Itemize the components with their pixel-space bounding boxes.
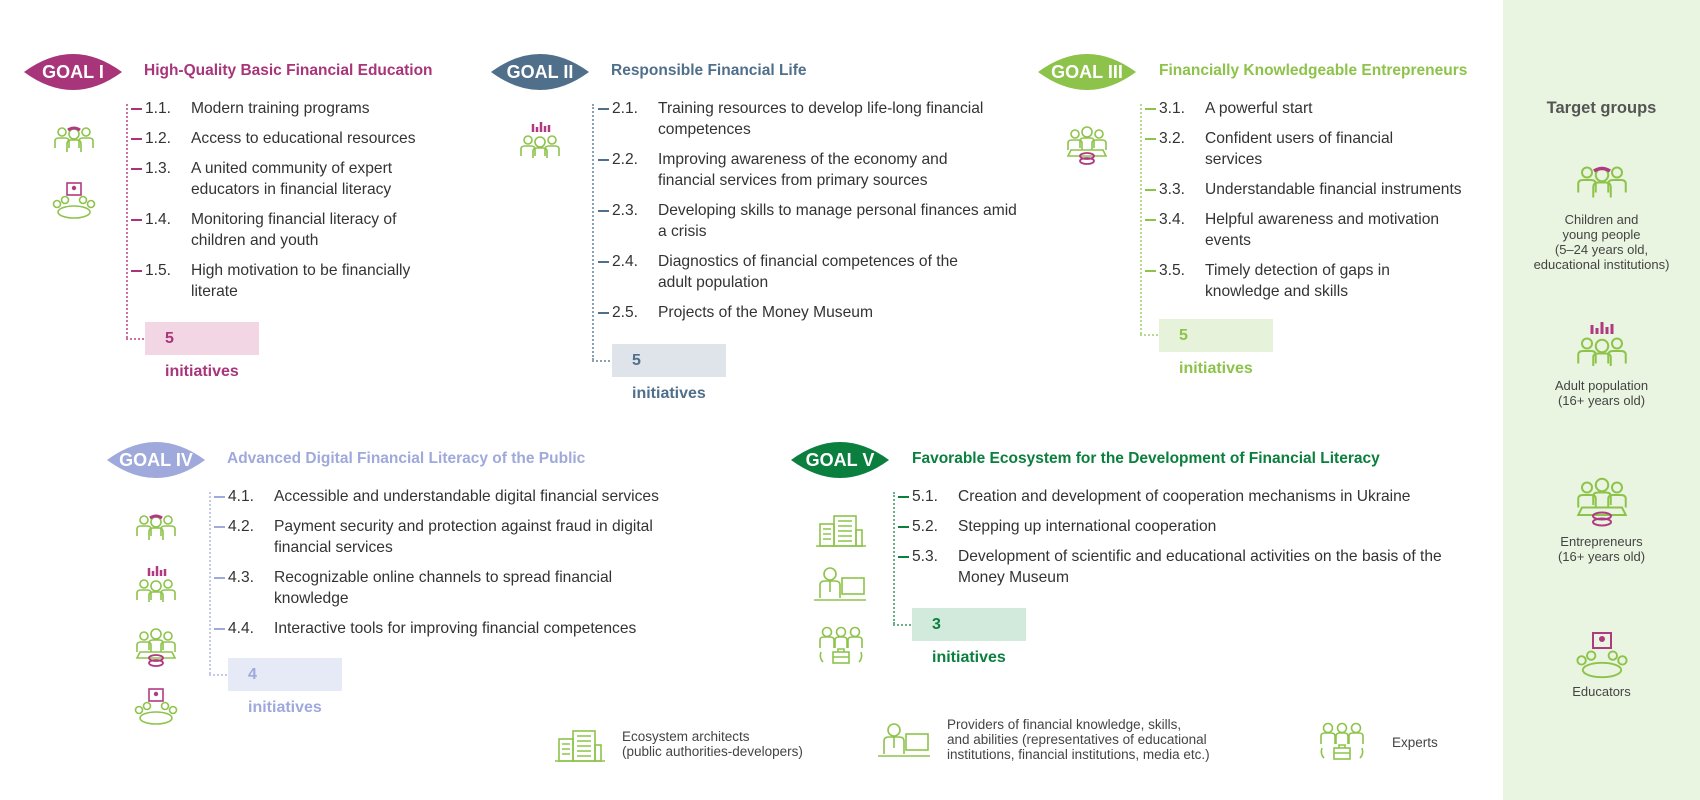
- legend-2-line-3: institutions, financial institutions, media etc.): [947, 747, 1210, 762]
- goal-3-initiatives: 5 initiatives: [1159, 319, 1273, 352]
- task-4-3: 4.3. Recognizable online channels to spread financial knowledge: [228, 567, 728, 609]
- goal-1-connector-foot: [126, 338, 144, 340]
- goal-5-tasks: [912, 486, 1482, 597]
- entrepreneurs-icon: [132, 624, 180, 668]
- goal-1-badge: [24, 48, 122, 96]
- goal-2-connector-foot: [592, 360, 610, 362]
- tg-adults-line-1: Adult population: [1554, 378, 1649, 393]
- task-4-2: 4.2. Payment security and protection against fraud in digital financial services: [228, 516, 728, 558]
- goal-4-badge: [107, 436, 205, 484]
- legend-2-line-2: and abilities (representatives of educational: [947, 732, 1207, 747]
- tg-children-line-2: young people: [1562, 227, 1641, 242]
- goal-3-connector-foot: [1140, 334, 1158, 336]
- task-3-2: 3.2. Confident users of financial services: [1159, 128, 1499, 170]
- target-group-entrepreneurs: [1503, 474, 1700, 564]
- goal-4-connector-foot: [209, 674, 227, 676]
- tg-children-line-1: Children and: [1564, 212, 1639, 227]
- legend-1-line-1: Ecosystem architects: [622, 729, 750, 744]
- goal-2-initiatives: 5 initiatives: [612, 344, 726, 377]
- task-1-1: 1.1. Modern training programs: [145, 98, 465, 119]
- goal-1-connector: [126, 104, 128, 338]
- goal-2-title: Responsible Financial Life: [611, 62, 807, 79]
- task-1-4: 1.4. Monitoring financial literacy of children and youth: [145, 209, 465, 251]
- goal-2-tasks: [612, 98, 1032, 332]
- legend-providers: [947, 717, 1210, 762]
- experts-icon: [1312, 714, 1372, 770]
- goal-5-connector-foot: [893, 624, 911, 626]
- goal-1-tasks: [145, 98, 465, 311]
- tg-educators-line-1: Educators: [1572, 684, 1631, 699]
- adults-icon: [132, 564, 180, 608]
- target-groups-title: Target groups: [1546, 99, 1657, 117]
- children-icon: [50, 120, 98, 160]
- goal-3-badge: [1038, 48, 1136, 96]
- goal-5-initiatives: 3 initiatives: [912, 608, 1026, 641]
- goal-1-initiatives: 5 initiatives: [145, 322, 259, 355]
- goal-2-connector: [592, 104, 594, 360]
- task-5-3: 5.3. Development of scientific and educational activities on the basis of the Money Museum: [912, 546, 1482, 588]
- task-4-4: 4.4. Interactive tools for improving financial competences: [228, 618, 728, 639]
- task-5-2: 5.2. Stepping up international cooperation: [912, 516, 1482, 537]
- tg-adults-line-2: (16+ years old): [1557, 393, 1646, 408]
- task-3-3: 3.3. Understandable financial instruments: [1159, 179, 1499, 200]
- task-5-1: 5.1. Creation and development of cooperation mechanisms in Ukraine: [912, 486, 1482, 507]
- task-2-4: 2.4. Diagnostics of financial competences of the adult population: [612, 251, 1032, 293]
- legend-ecosystem-architects: [622, 729, 803, 759]
- tg-entrepreneurs-line-1: Entrepreneurs: [1560, 534, 1643, 549]
- educators-icon: [132, 686, 180, 728]
- goal-5-connector: [893, 492, 895, 624]
- educators-icon: [50, 180, 98, 222]
- task-2-5: 2.5. Projects of the Money Museum: [612, 302, 1032, 323]
- goal-2-badge: [491, 48, 589, 96]
- legend-experts: [1392, 735, 1438, 750]
- goal-3-tasks: [1159, 98, 1499, 311]
- goal-1-title: High-Quality Basic Financial Education: [144, 62, 433, 79]
- entrepreneurs-icon: [1570, 474, 1634, 530]
- goal-2-badge-label: GOAL II: [506, 61, 574, 82]
- children-icon: [132, 508, 180, 548]
- children-icon: [1570, 158, 1634, 208]
- tg-entrepreneurs-line-2: (16+ years old): [1557, 549, 1646, 564]
- task-1-3: 1.3. A united community of expert educators in financial literacy: [145, 158, 465, 200]
- tg-children-line-4: educational institutions): [1533, 257, 1670, 272]
- task-3-5: 3.5. Timely detection of gaps in knowledge and skills: [1159, 260, 1499, 302]
- goal-1-badge-label: GOAL I: [42, 61, 104, 82]
- building-icon: [549, 725, 609, 769]
- experts-icon: [816, 624, 866, 668]
- goal-4-tasks: [228, 486, 728, 648]
- task-2-1: 2.1. Training resources to develop life-long financial competences: [612, 98, 1032, 140]
- building-icon: [814, 512, 866, 552]
- entrepreneurs-icon: [1063, 122, 1111, 166]
- target-groups-panel: [1503, 0, 1700, 800]
- presenter-icon: [812, 564, 868, 608]
- target-group-children: [1503, 158, 1700, 272]
- goal-4-badge-label: GOAL IV: [119, 449, 193, 470]
- adults-icon: [516, 120, 564, 164]
- legend-2-line-1: Providers of financial knowledge, skills,: [947, 717, 1182, 732]
- goal-4-connector: [209, 492, 211, 674]
- task-1-5: 1.5. High motivation to be financially literate: [145, 260, 465, 302]
- tg-children-line-3: (5–24 years old,: [1554, 242, 1649, 257]
- goal-3-title: Financially Knowledgeable Entrepreneurs: [1159, 62, 1468, 79]
- educators-icon: [1570, 630, 1634, 680]
- task-4-1: 4.1. Accessible and understandable digital financial services: [228, 486, 728, 507]
- task-3-4: 3.4. Helpful awareness and motivation events: [1159, 209, 1499, 251]
- goal-5-title: Favorable Ecosystem for the Development of Financial Literacy: [912, 450, 1380, 467]
- goal-3-badge-label: GOAL III: [1051, 61, 1123, 82]
- legend-3-line-1: Experts: [1392, 735, 1438, 750]
- task-3-1: 3.1. A powerful start: [1159, 98, 1499, 119]
- goal-5-badge: [791, 436, 889, 484]
- adults-icon: [1570, 320, 1634, 374]
- target-group-adults: [1503, 320, 1700, 408]
- presenter-icon: [872, 718, 936, 768]
- goal-3-connector: [1140, 104, 1142, 334]
- target-group-educators: [1503, 630, 1700, 699]
- goal-4-initiatives: 4 initiatives: [228, 658, 342, 691]
- task-1-2: 1.2. Access to educational resources: [145, 128, 465, 149]
- goal-4-title: Advanced Digital Financial Literacy of the Public: [227, 450, 586, 467]
- task-2-3: 2.3. Developing skills to manage personal finances amid a crisis: [612, 200, 1032, 242]
- task-2-2: 2.2. Improving awareness of the economy and financial services from primary sources: [612, 149, 1032, 191]
- legend-1-line-2: (public authorities-developers): [622, 744, 803, 759]
- goal-5-badge-label: GOAL V: [805, 449, 875, 470]
